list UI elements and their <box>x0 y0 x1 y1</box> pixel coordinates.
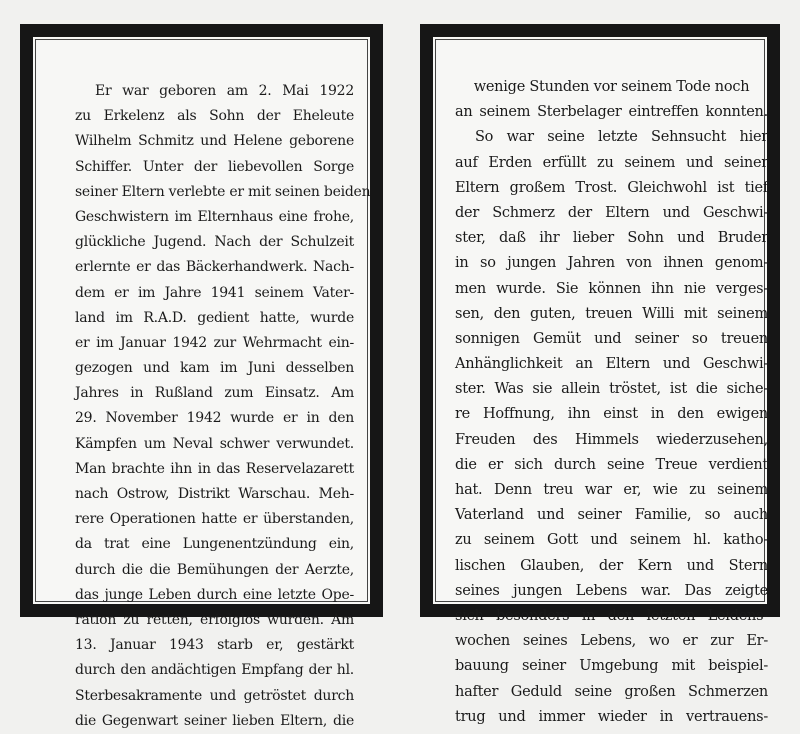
text-line: zu Erkelenz als Sohn der Eheleute <box>75 108 354 125</box>
text-line: Anhänglichkeit an Eltern und Geschwi- <box>455 356 768 373</box>
text-line: an seinem Sterbelager eintreffen konnten. <box>455 104 768 121</box>
left-page <box>20 24 383 729</box>
text-line: bauung seiner Umgebung mit beispiel- <box>455 658 768 675</box>
text-line: zu seinem Gott und seinem hl. katho- <box>455 532 768 549</box>
right-page-text <box>455 75 768 730</box>
text-line: erlernte er das Bäckerhandwerk. Nach- <box>75 259 354 276</box>
text-line: die er sich durch seine Treue verdient <box>455 456 768 473</box>
text-line: 13. Januar 1943 starb er, gestärkt <box>75 637 354 654</box>
text-line: Sterbesakramente und getröstet durch <box>75 687 354 704</box>
text-line: ration zu retten, erfolglos wurden. Am <box>75 611 354 628</box>
text-line: da trat eine Lungenentzündung ein, <box>75 536 354 553</box>
text-line: hat. Denn treu war er, wie zu seinem <box>455 482 768 498</box>
text-line: er im Januar 1942 zur Wehrmacht ein- <box>75 334 354 351</box>
text-line: men wurde. Sie können ihn nie verges- <box>455 280 768 297</box>
text-line: sich besonders in den letzten Leidens- <box>455 607 768 624</box>
right-page <box>420 24 780 725</box>
text-line: So war seine letzte Sehnsucht hier <box>475 129 768 146</box>
text-line: Vaterland und seiner Familie, so auch <box>455 507 768 524</box>
text-line: Wilhelm Schmitz und Helene geborene <box>75 133 354 150</box>
text-line: Geschwistern im Elternhaus eine frohe, <box>75 208 354 225</box>
text-line: ster. Was sie allein tröstet, ist die siche- <box>455 381 768 398</box>
text-line: Man brachte ihn in das Reservelazarett <box>75 460 354 477</box>
text-line: der Schmerz der Eltern und Geschwi- <box>455 204 768 221</box>
text-line: gezogen und kam im Juni desselben <box>75 360 354 377</box>
text-line: Kämpfen um Neval schwer verwundet. <box>75 435 354 452</box>
text-line: ster, daß ihr lieber Sohn und Bruder <box>455 230 768 247</box>
text-line: hafter Geduld seine großen Schmerzen <box>455 683 768 700</box>
text-line: trug und immer wieder in vertrauens- <box>455 708 768 725</box>
text-line: lischen Glauben, der Kern und Stern <box>455 557 768 574</box>
text-line: 29. November 1942 wurde er in den <box>75 410 354 427</box>
text-line: Jahres in Rußland zum Einsatz. Am <box>75 385 354 402</box>
text-line: seiner Eltern verlebte er mit seinen beiden <box>75 183 371 200</box>
text-line: das junge Leben durch eine letzte Ope- <box>75 586 354 603</box>
text-line: Freuden des Himmels wiederzusehen, <box>455 431 768 448</box>
text-line: re Hoffnung, ihn einst in den ewigen <box>455 406 768 423</box>
text-line: nach Ostrow, Distrikt Warschau. Meh- <box>75 486 354 502</box>
text-line: glückliche Jugend. Nach der Schulzeit <box>75 234 354 251</box>
text-line: sen, den guten, treuen Willi mit seinem <box>455 305 768 322</box>
text-line: auf Erden erfüllt zu seinem und seiner <box>455 154 768 171</box>
text-line: Schiffer. Unter der liebevollen Sorge <box>75 158 354 175</box>
text-line: die Gegenwart seiner lieben Eltern, die <box>75 712 354 729</box>
left-page-text <box>75 79 371 734</box>
text-line: durch die die Bemühungen der Aerzte, <box>75 561 354 578</box>
text-line: rere Operationen hatte er überstanden, <box>75 511 354 528</box>
text-line: seines jungen Lebens war. Das zeigte <box>455 582 768 599</box>
text-line: Eltern großem Trost. Gleichwohl ist tief <box>455 179 768 196</box>
text-line: durch den andächtigen Empfang der hl. <box>75 662 354 679</box>
text-line: land im R.A.D. gedient hatte, wurde <box>75 309 354 326</box>
text-line: sonnigen Gemüt und seiner so treuen <box>455 330 768 347</box>
text-line: dem er im Jahre 1941 seinem Vater- <box>75 284 354 301</box>
text-line: wochen seines Lebens, wo er zur Er- <box>455 633 768 650</box>
text-line: Er war geboren am 2. Mai 1922 <box>95 83 354 99</box>
text-line: in so jungen Jahren von ihnen genom- <box>455 255 768 272</box>
text-line: wenige Stunden vor seinem Tode noch <box>473 79 750 95</box>
